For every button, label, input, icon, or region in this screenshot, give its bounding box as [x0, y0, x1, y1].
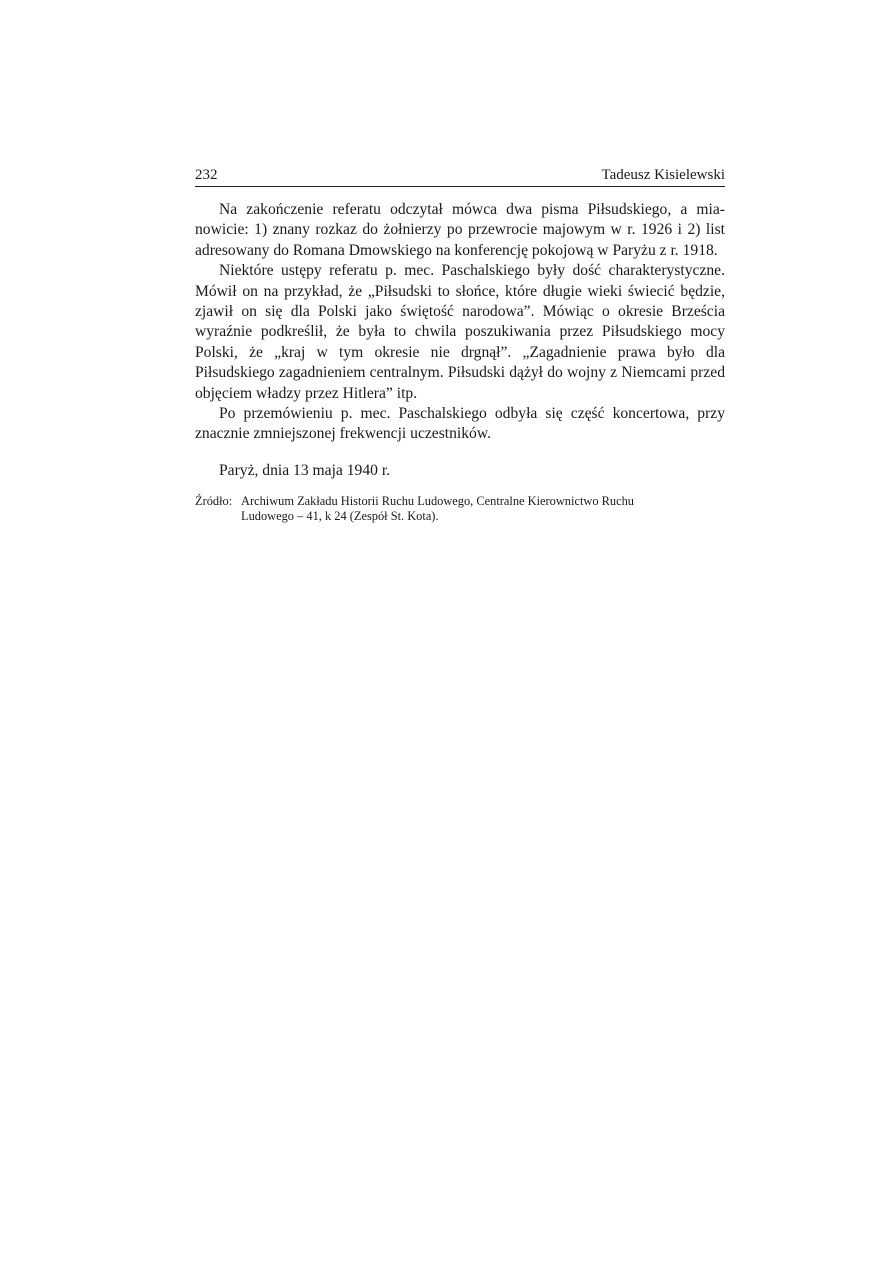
page-number: 232 [195, 167, 218, 183]
running-header [195, 166, 725, 187]
source-note [195, 494, 725, 523]
dateline: Paryż, dnia 13 maja 1940 r. [219, 461, 391, 479]
source-label: Źródło: [195, 494, 233, 509]
body-text [195, 200, 725, 445]
paragraph-3: Po przemówieniu p. mec. Paschalskiego odbyła się część koncertowa, przy znacznie zmniejszonej frekwencji uczestników. [195, 405, 725, 443]
author-name: Tadeusz Kisielewski [601, 167, 725, 183]
paragraph-2: Niektóre ustępy referatu p. mec. Paschalskiego były dość charakterystyczne. Mówił on na przykład, że „Piłsudski to słońce, które długie wieki świecić będzie, zjawił on się dla Polski jako świętość narodowa”. Mówiąc o okresie Brześcia wyraźnie podkreślił, że była to chwila poszukiwania przez Piłsudskiego mocy Polski, że „kraj w tym okresie nie drgnął”. „Zagadnienie prawa było dla Piłsudskiego zagadnieniem centralnym. Piłsudski dążył do wojny z Niemcami przed objęciem władzy przez Hitlera” itp. [195, 262, 725, 402]
paragraph-1: Na zakończenie referatu odczytał mówca dwa pisma Piłsudskiego, a mianowicie: 1) znany rozkaz do żołnierzy po przewrocie majowym w r. 1926 i 2) list adresowany do Romana Dmowskiego na konferencję pokojową w Paryżu z r. 1918. [195, 201, 725, 259]
document-page [195, 166, 725, 523]
source-text: Archiwum Zakładu Historii Ruchu Ludowego, Centralne Kierownictwo Ruchu Ludowego – 41, k 24 (Zespół St. Kota). [241, 494, 634, 523]
